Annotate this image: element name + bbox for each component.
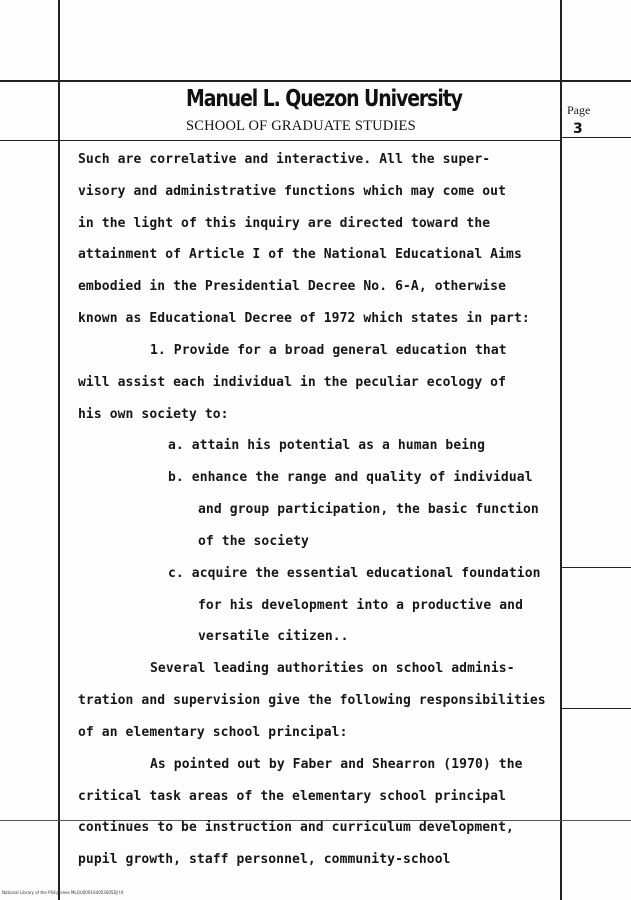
page-number: 3 bbox=[573, 121, 583, 137]
text-line: for his development into a productive and bbox=[198, 598, 523, 613]
header-top-line bbox=[0, 80, 631, 82]
scan-footer: National Library of the Philippines MLQU0001A4053005DJ tif bbox=[2, 890, 124, 895]
right-rule-mid bbox=[560, 567, 631, 568]
text-line: pupil growth, staff personnel, community-school bbox=[78, 852, 451, 867]
text-line: in the light of this inquiry are directed toward the bbox=[78, 216, 491, 231]
text-line: continues to be instruction and curriculum development, bbox=[78, 820, 514, 835]
text-line: embodied in the Presidential Decree No. 6-A, otherwise bbox=[78, 279, 507, 294]
text-line: As pointed out by Faber and Shearron (1970) the bbox=[150, 757, 523, 772]
text-line: c. acquire the essential educational foundation bbox=[168, 566, 541, 581]
text-line: visory and administrative functions which may come out bbox=[78, 184, 507, 199]
text-line: versatile citizen.. bbox=[198, 629, 349, 644]
text-line: of the society bbox=[198, 534, 309, 549]
text-line: of an elementary school principal: bbox=[78, 725, 348, 740]
text-line: critical task areas of the elementary school principal bbox=[78, 789, 507, 804]
page-label: Page bbox=[567, 103, 591, 117]
text-line: and group participation, the basic function bbox=[198, 502, 539, 517]
header-bottom-line bbox=[0, 140, 560, 141]
text-line: Several leading authorities on school adminis- bbox=[150, 661, 515, 676]
page-box-line bbox=[560, 137, 631, 138]
text-line: b. enhance the range and quality of individual bbox=[168, 470, 533, 485]
right-rule-lower bbox=[560, 708, 631, 709]
university-title: Manuel L. Quezon University bbox=[186, 86, 462, 112]
text-line: 1. Provide for a broad general education that bbox=[150, 343, 507, 358]
school-subtitle: SCHOOL OF GRADUATE STUDIES bbox=[186, 118, 416, 134]
text-line: attainment of Article I of the National Educational Aims bbox=[78, 247, 522, 262]
text-line: a. attain his potential as a human being bbox=[168, 438, 486, 453]
right-margin-line bbox=[560, 0, 562, 900]
text-line: his own society to: bbox=[78, 407, 229, 422]
text-line: will assist each individual in the peculiar ecology of bbox=[78, 375, 507, 390]
left-margin-line bbox=[58, 0, 60, 900]
text-line: known as Educational Decree of 1972 which states in part: bbox=[78, 311, 530, 326]
text-line: Such are correlative and interactive. All the super- bbox=[78, 152, 491, 167]
text-line: tration and supervision give the following responsibilities bbox=[78, 693, 546, 708]
